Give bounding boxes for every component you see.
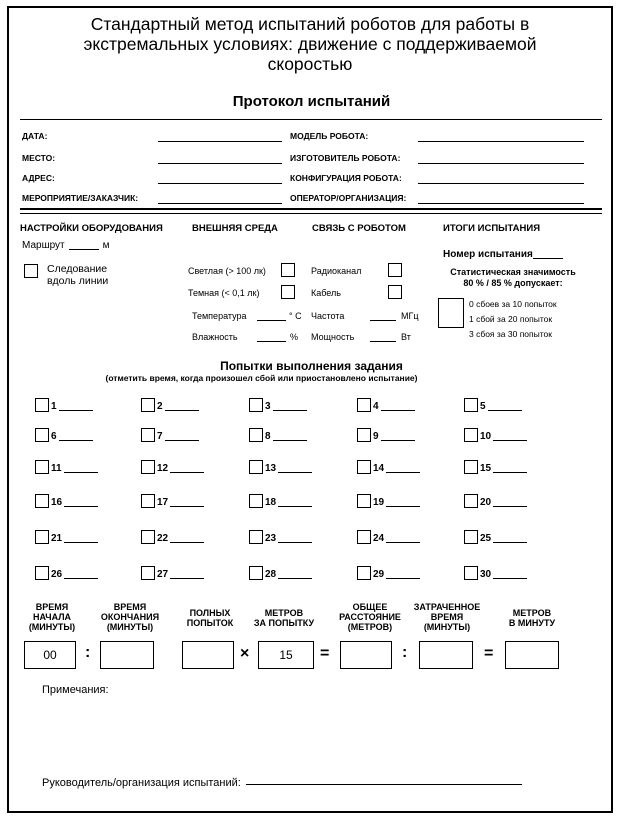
attempt-number: 28 [265, 569, 277, 580]
attempt-time-field[interactable] [64, 542, 98, 543]
spent-time-header-3: (МИНУТЫ) [423, 622, 471, 632]
attempt-19 [357, 494, 420, 508]
title-line-3: скоростью [267, 54, 353, 74]
attempt-number: 25 [480, 533, 492, 544]
header-divider [20, 119, 602, 120]
attempt-16 [35, 494, 98, 508]
header-field-input-right-3[interactable] [418, 183, 584, 184]
route-unit: м [102, 240, 110, 251]
test-number-row [443, 249, 563, 260]
equals-operator-1: = [320, 645, 330, 662]
attempt-number: 16 [51, 497, 63, 508]
frequency-label: Частота [311, 311, 345, 321]
power-unit: Вт [401, 332, 411, 342]
times-operator: × [240, 645, 250, 662]
test-number-label: Номер испытания [443, 249, 533, 260]
attempt-30 [464, 566, 527, 580]
route-field[interactable] [69, 249, 99, 250]
header-field-label-left-3: АДРЕС: [22, 173, 55, 183]
attempt-number: 30 [480, 569, 492, 580]
attempt-checkbox[interactable] [35, 398, 49, 412]
power-label: Мощность [311, 332, 355, 342]
cable-label: Кабель [311, 288, 341, 298]
end-time-header [95, 602, 165, 632]
attempt-time-field[interactable] [381, 440, 415, 441]
attempt-checkbox[interactable] [249, 460, 263, 474]
attempt-time-field[interactable] [488, 410, 522, 411]
header-field-label-right-4: ОПЕРАТОР/ОРГАНИЗАЦИЯ: [290, 193, 407, 203]
attempt-time-field[interactable] [170, 542, 204, 543]
attempt-27 [141, 566, 204, 580]
attempt-checkbox[interactable] [35, 530, 49, 544]
meters-per-minute-header-1: МЕТРОВ [512, 608, 552, 618]
attempt-time-field[interactable] [64, 472, 98, 473]
footer-signature-line[interactable] [246, 784, 522, 785]
attempt-time-field[interactable] [64, 506, 98, 507]
cable-checkbox[interactable] [388, 285, 402, 299]
attempt-8 [249, 428, 307, 442]
temperature-field[interactable] [257, 320, 286, 321]
humidity-unit: % [290, 332, 299, 342]
meters-per-attempt-header-2: ЗА ПОПЫТКУ [253, 618, 315, 628]
attempt-checkbox[interactable] [141, 460, 155, 474]
attempt-number: 13 [265, 463, 277, 474]
results-heading: ИТОГИ ИСПЫТАНИЯ [443, 223, 541, 234]
attempt-checkbox[interactable] [357, 566, 371, 580]
start-time-header-2: НАЧАЛА [32, 612, 72, 622]
protocol-title: Протокол испытаний [232, 93, 391, 110]
total-distance-header-3: (МЕТРОВ) [347, 622, 393, 632]
attempt-number: 22 [157, 533, 169, 544]
attempts-heading: Попытки выполнения задания [220, 359, 403, 373]
attempt-time-field[interactable] [59, 440, 93, 441]
attempt-22 [141, 530, 204, 544]
section-divider-1 [20, 208, 602, 210]
meters-per-minute-header [500, 608, 564, 628]
result-box[interactable] [438, 298, 464, 328]
spent-time-header-1: ЗАТРАЧЕННОЕ [413, 602, 481, 612]
attempts-subheading: (отметить время, когда произошел сбой или приостановлено испытание) [105, 373, 418, 383]
attempt-time-field[interactable] [59, 410, 93, 411]
attempt-15 [464, 460, 527, 474]
attempt-20 [464, 494, 527, 508]
attempt-time-field[interactable] [493, 472, 527, 473]
header-field-label-right-2: ИЗГОТОВИТЕЛЬ РОБОТА: [290, 153, 401, 163]
attempt-number: 8 [265, 431, 271, 442]
attempt-checkbox[interactable] [249, 428, 263, 442]
document-title [40, 14, 580, 74]
title-line-2: экстремальных условиях: движение с поддерживаемой [83, 34, 537, 54]
attempt-time-field[interactable] [165, 410, 199, 411]
attempt-11 [35, 460, 98, 474]
result-option-2: 1 сбой за 20 попыток [469, 314, 553, 324]
attempt-26 [35, 566, 98, 580]
meters-per-minute-header-2: В МИНУТУ [508, 618, 556, 628]
attempt-7 [141, 428, 199, 442]
meters-per-attempt-header-1: МЕТРОВ [264, 608, 304, 618]
meters-per-attempt-header [248, 608, 320, 628]
attempt-12 [141, 460, 204, 474]
follow-line-label-1: Следование [47, 263, 108, 275]
attempt-time-field[interactable] [386, 506, 420, 507]
spent-time-header [406, 602, 488, 632]
attempt-17 [141, 494, 204, 508]
attempt-checkbox[interactable] [464, 566, 478, 580]
header-field-label-right-3: КОНФИГУРАЦИЯ РОБОТА: [290, 173, 402, 183]
light-checkbox[interactable] [281, 263, 295, 277]
attempt-time-field[interactable] [170, 472, 204, 473]
attempt-checkbox[interactable] [464, 398, 478, 412]
frequency-unit: МГц [401, 311, 419, 321]
attempt-time-field[interactable] [386, 542, 420, 543]
header-field-input-right-1[interactable] [418, 141, 584, 142]
colon-operator-2: : [402, 644, 408, 661]
significance-text [438, 267, 588, 289]
attempt-checkbox[interactable] [357, 428, 371, 442]
end-time-header-2: ОКОНЧАНИЯ [100, 612, 160, 622]
attempt-number: 9 [373, 431, 379, 442]
attempt-number: 19 [373, 497, 385, 508]
total-distance-header-2: РАССТОЯНИЕ [339, 612, 401, 622]
attempt-6 [35, 428, 93, 442]
attempt-time-field[interactable] [165, 440, 199, 441]
section-divider-2 [20, 213, 602, 214]
follow-line-label [47, 263, 108, 287]
light-label: Светлая (> 100 лк) [188, 266, 266, 276]
footer-label: Руководитель/организация испытаний: [42, 777, 241, 789]
header-field-label-left-1: ДАТА: [22, 131, 48, 141]
total-distance-header [332, 602, 408, 632]
temperature-unit: ° С [289, 311, 302, 321]
attempt-time-field[interactable] [493, 506, 527, 507]
attempt-10 [464, 428, 527, 442]
header-field-input-right-2[interactable] [418, 163, 584, 164]
attempt-time-field[interactable] [278, 506, 312, 507]
attempt-number: 15 [480, 463, 492, 474]
attempt-time-field[interactable] [493, 440, 527, 441]
attempt-number: 11 [51, 463, 62, 474]
result-option-3: 3 сбоя за 30 попыток [469, 329, 552, 339]
frequency-field[interactable] [370, 320, 396, 321]
attempt-14 [357, 460, 420, 474]
spent-time-box[interactable] [419, 641, 473, 669]
spent-time-header-2: ВРЕМЯ [430, 612, 464, 622]
full-attempts-header [178, 608, 242, 628]
start-time-box[interactable]: 00 [24, 641, 76, 669]
attempt-number: 17 [157, 497, 169, 508]
attempt-checkbox[interactable] [249, 494, 263, 508]
route-label: Маршрут [22, 240, 65, 251]
attempt-number: 21 [51, 533, 63, 544]
dark-label: Темная (< 0,1 лк) [188, 288, 260, 298]
attempt-time-field[interactable] [386, 472, 420, 473]
equals-operator-2: = [484, 645, 494, 662]
attempt-checkbox[interactable] [141, 428, 155, 442]
attempt-number: 4 [373, 401, 379, 412]
end-time-box[interactable] [100, 641, 154, 669]
humidity-field[interactable] [257, 341, 286, 342]
meters-per-attempt-box[interactable]: 15 [258, 641, 314, 669]
total-distance-box[interactable] [340, 641, 392, 669]
attempt-time-field[interactable] [64, 578, 98, 579]
attempt-24 [357, 530, 420, 544]
attempt-18 [249, 494, 312, 508]
attempt-9 [357, 428, 415, 442]
attempt-28 [249, 566, 312, 580]
temperature-label: Температура [192, 311, 247, 321]
attempt-checkbox[interactable] [141, 398, 155, 412]
humidity-label: Влажность [192, 332, 238, 342]
attempt-number: 1 [51, 401, 57, 412]
header-field-input-left-4[interactable] [158, 203, 282, 204]
attempt-time-field[interactable] [278, 542, 312, 543]
header-field-input-left-1[interactable] [158, 141, 282, 142]
attempt-checkbox[interactable] [249, 566, 263, 580]
attempt-checkbox[interactable] [35, 566, 49, 580]
attempt-time-field[interactable] [170, 578, 204, 579]
full-attempts-box[interactable] [182, 641, 234, 669]
attempt-number: 26 [51, 569, 63, 580]
attempt-number: 10 [480, 431, 492, 442]
significance-line-2: 80 % / 85 % допускает: [463, 278, 563, 288]
end-time-header-3: (МИНУТЫ) [106, 622, 154, 632]
header-field-input-left-3[interactable] [158, 183, 282, 184]
attempt-2 [141, 398, 199, 412]
attempt-time-field[interactable] [493, 542, 527, 543]
attempt-number: 2 [157, 401, 163, 412]
attempt-time-field[interactable] [278, 472, 312, 473]
attempt-checkbox[interactable] [141, 566, 155, 580]
route-row [22, 240, 110, 251]
equipment-heading: НАСТРОЙКИ ОБОРУДОВАНИЯ [20, 223, 163, 234]
header-field-input-right-4[interactable] [418, 203, 584, 204]
attempt-checkbox[interactable] [464, 530, 478, 544]
result-options [469, 297, 557, 342]
notes-label: Примечания: [42, 684, 109, 696]
footer-row [42, 777, 522, 789]
test-number-field[interactable] [533, 258, 563, 259]
attempt-time-field[interactable] [273, 410, 307, 411]
environment-heading: ВНЕШНЯЯ СРЕДА [192, 223, 278, 234]
attempt-number: 24 [373, 533, 385, 544]
result-option-1: 0 сбоев за 10 попыток [469, 299, 557, 309]
dark-checkbox[interactable] [281, 285, 295, 299]
attempt-4 [357, 398, 415, 412]
attempt-checkbox[interactable] [357, 530, 371, 544]
attempt-number: 27 [157, 569, 169, 580]
total-distance-header-1: ОБЩЕЕ [352, 602, 388, 612]
attempt-time-field[interactable] [278, 578, 312, 579]
attempt-checkbox[interactable] [249, 530, 263, 544]
attempt-checkbox[interactable] [464, 460, 478, 474]
attempt-checkbox[interactable] [357, 398, 371, 412]
attempt-checkbox[interactable] [141, 494, 155, 508]
attempt-number: 7 [157, 431, 163, 442]
attempt-checkbox[interactable] [464, 494, 478, 508]
significance-line-1: Статистическая значимость [450, 267, 576, 277]
header-field-label-right-1: МОДЕЛЬ РОБОТА: [290, 131, 369, 141]
follow-line-label-2: вдоль линии [47, 275, 109, 287]
attempt-checkbox[interactable] [35, 460, 49, 474]
attempt-number: 29 [373, 569, 385, 580]
title-line-1: Стандартный метод испытаний роботов для работы в [90, 14, 530, 34]
meters-per-minute-box[interactable] [505, 641, 559, 669]
attempt-1 [35, 398, 93, 412]
start-time-header [22, 602, 82, 632]
attempt-3 [249, 398, 307, 412]
attempt-checkbox[interactable] [249, 398, 263, 412]
full-attempts-header-1: ПОЛНЫХ [189, 608, 231, 618]
header-field-input-left-2[interactable] [158, 163, 282, 164]
attempt-checkbox[interactable] [35, 494, 49, 508]
colon-operator-1: : [85, 644, 91, 661]
attempt-number: 3 [265, 401, 271, 412]
attempt-checkbox[interactable] [464, 428, 478, 442]
attempt-13 [249, 460, 312, 474]
attempt-number: 6 [51, 431, 57, 442]
attempt-number: 14 [373, 463, 385, 474]
attempt-checkbox[interactable] [35, 428, 49, 442]
end-time-header-1: ВРЕМЯ [113, 602, 147, 612]
attempt-checkbox[interactable] [141, 530, 155, 544]
start-time-header-3: (МИНУТЫ) [28, 622, 76, 632]
attempt-time-field[interactable] [170, 506, 204, 507]
attempt-25 [464, 530, 527, 544]
full-attempts-header-2: ПОПЫТОК [186, 618, 234, 628]
attempt-time-field[interactable] [386, 578, 420, 579]
follow-line-checkbox[interactable] [24, 264, 38, 278]
start-time-header-1: ВРЕМЯ [35, 602, 69, 612]
attempt-time-field[interactable] [273, 440, 307, 441]
attempt-29 [357, 566, 420, 580]
attempt-23 [249, 530, 312, 544]
power-field[interactable] [370, 341, 396, 342]
attempt-number: 5 [480, 401, 486, 412]
attempt-time-field[interactable] [381, 410, 415, 411]
attempt-number: 18 [265, 497, 277, 508]
comm-heading: СВЯЗЬ С РОБОТОМ [312, 223, 406, 234]
attempt-number: 23 [265, 533, 277, 544]
header-field-label-left-4: МЕРОПРИЯТИЕ/ЗАКАЗЧИК: [22, 193, 139, 203]
attempt-time-field[interactable] [493, 578, 527, 579]
header-field-label-left-2: МЕСТО: [22, 153, 56, 163]
radio-label: Радиоканал [311, 266, 362, 276]
attempt-checkbox[interactable] [357, 494, 371, 508]
attempt-number: 20 [480, 497, 492, 508]
attempt-number: 12 [157, 463, 169, 474]
attempt-5 [464, 398, 522, 412]
attempt-21 [35, 530, 98, 544]
attempt-checkbox[interactable] [357, 460, 371, 474]
radio-checkbox[interactable] [388, 263, 402, 277]
